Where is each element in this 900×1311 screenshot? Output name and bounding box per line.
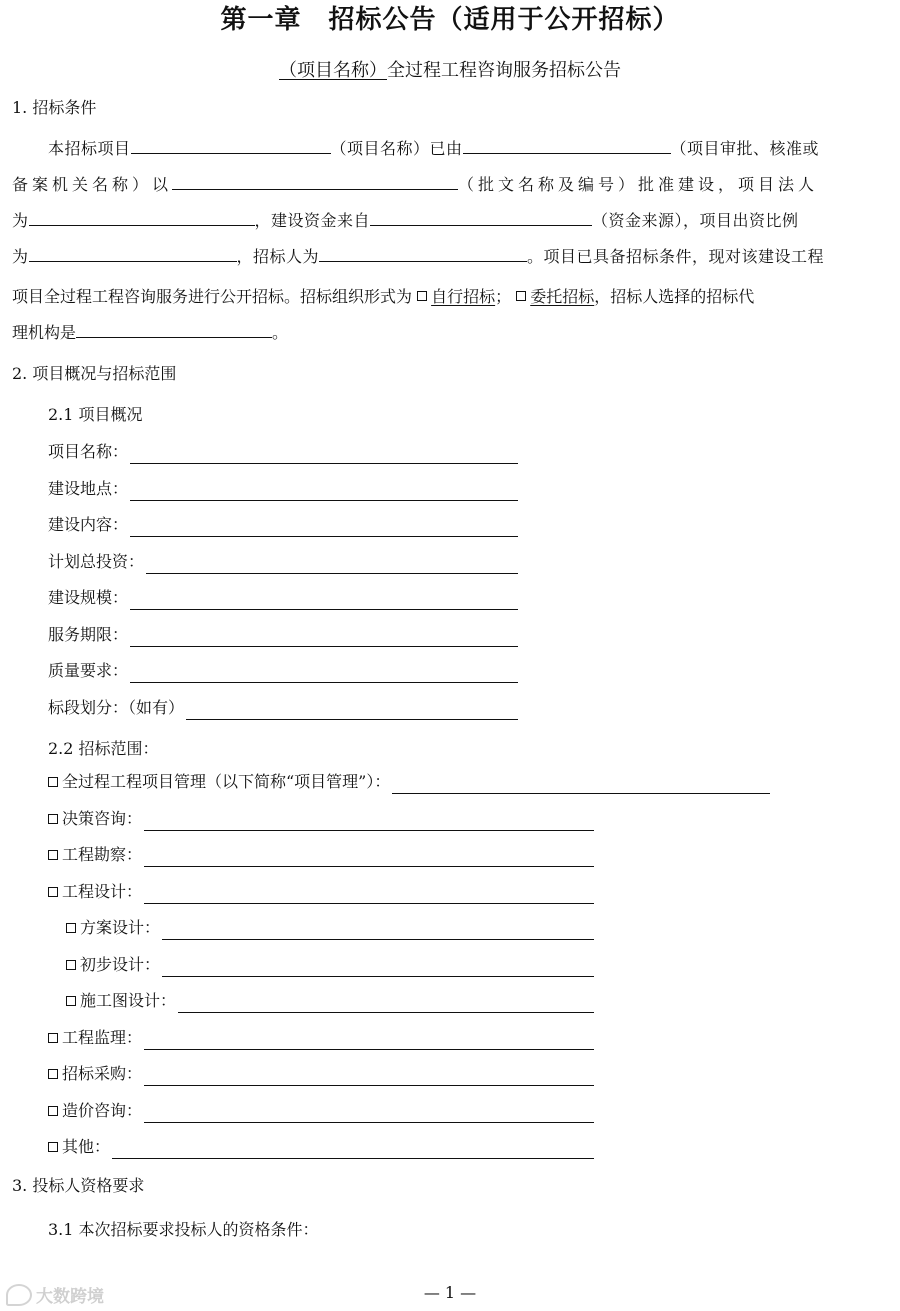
scope-checkbox[interactable] [48,850,58,860]
scope-item-label: 工程勘察： [62,845,143,864]
scope-item-blank[interactable] [144,885,594,904]
scope-item-label: 工程监理： [62,1027,143,1047]
scope-item [48,1135,594,1159]
agent-tender-checkbox[interactable] [516,291,526,301]
section3-heading: 3. 投标人资格要求 [12,1176,145,1195]
scope-checkbox[interactable] [48,1033,58,1043]
para-line-3: 为 ，建设资金来自 （资金来源），项目出资比例 [12,211,799,230]
scope-item [66,953,594,977]
scope-item-label: 方案设计： [80,918,161,937]
overview-field-label: 服务期限： [48,624,129,644]
overview-field-blank[interactable] [130,518,518,537]
scope-heading: 2.2 招标范围： [48,739,159,758]
notice-title-rest: 全过程工程咨询服务招标公告 [387,60,621,81]
overview-field-blank[interactable] [130,628,518,647]
para-line-2: 备案机关名称）以 （批文名称及编号）批准建设，项目法人 [12,175,819,194]
overview-field-label: 质量要求： [48,661,129,680]
watermark-text: 大数跨境 [36,1287,104,1307]
section1-heading: 1. 招标条件 [12,98,97,117]
scope-item-blank[interactable] [162,921,594,940]
scope-item [66,989,594,1013]
scope-item [66,916,594,940]
para-line-6: 理机构是 。 [12,323,289,342]
scope-item-blank[interactable] [144,1031,594,1050]
scope-item-label: 决策咨询： [62,808,143,828]
scope-item [48,1026,594,1050]
para-line-1: 本招标项目 （项目名称）已由 （项目审批、核准或 [48,139,820,158]
para-line-4: 为 ，招标人为 。项目已具备招标条件，现对该建设工程 [12,247,825,266]
overview-field-label: 标段划分：（如有） [48,697,185,717]
scope-item-blank[interactable] [144,848,594,867]
scope-item [48,1099,594,1123]
scope-item-blank[interactable] [144,812,594,831]
scope-item-blank[interactable] [392,775,770,794]
scope-item-label: 其他： [62,1137,111,1156]
blank-fund-ratio[interactable] [29,245,237,262]
scope-item-label: 造价咨询： [62,1100,143,1120]
blank-approval-doc[interactable] [172,173,458,190]
overview-field-blank[interactable] [130,482,518,501]
overview-field-row [48,477,518,501]
overview-field-label: 建设规模： [48,588,129,607]
overview-field-row [48,586,518,610]
overview-field-row [48,659,518,683]
overview-field-blank[interactable] [130,445,518,464]
scope-item-label: 初步设计： [80,954,161,974]
scope-checkbox[interactable] [66,960,76,970]
overview-field-blank[interactable] [130,664,518,683]
self-tender-checkbox[interactable] [417,291,427,301]
blank-tenderer[interactable] [319,245,527,262]
scope-item-blank[interactable] [112,1140,594,1159]
scope-checkbox[interactable] [66,923,76,933]
blank-agency[interactable] [76,321,272,338]
scope-item [48,880,594,904]
scope-item [48,1062,594,1086]
scope-checkbox[interactable] [48,777,58,787]
blank-legal-person[interactable] [29,209,255,226]
overview-field-row [48,550,518,574]
scope-item [48,770,770,794]
overview-field-row [48,696,518,720]
para-line-5: 项目全过程工程咨询服务进行公开招标。招标组织形式为 自行招标； 委托招标，招标人选择的招标代 [12,287,755,306]
scope-item [48,807,594,831]
scope-item-blank[interactable] [178,994,594,1013]
self-tender-label: 自行招标 [431,287,496,306]
scope-item-label: 施工图设计： [80,991,177,1010]
scope-item [48,843,594,867]
overview-field-row [48,513,518,537]
project-name-placeholder: （项目名称） [279,60,387,81]
overview-field-blank[interactable] [130,591,518,610]
scope-checkbox[interactable] [48,887,58,897]
overview-field-label: 建设地点： [48,478,129,498]
scope-checkbox[interactable] [48,814,58,824]
scope-item-label: 招标采购： [62,1064,143,1083]
scope-item-label: 工程设计： [62,881,143,901]
blank-approval-authority[interactable] [463,137,671,154]
notice-title [0,58,900,84]
overview-heading: 2.1 项目概况 [48,405,143,424]
scope-checkbox[interactable] [48,1106,58,1116]
blank-project-name[interactable] [131,137,331,154]
scope-checkbox[interactable] [66,996,76,1006]
overview-field-label: 建设内容： [48,515,129,534]
chapter-title: 第一章 招标公告（适用于公开招标） [220,5,680,35]
section2-heading: 2. 项目概况与招标范围 [12,364,177,383]
blank-fund-source[interactable] [370,209,592,226]
agent-tender-label: 委托招标 [530,287,595,306]
scope-checkbox[interactable] [48,1142,58,1152]
overview-field-row [48,623,518,647]
scope-checkbox[interactable] [48,1069,58,1079]
scope-item-label: 全过程工程项目管理（以下简称“项目管理”）： [62,772,391,791]
scope-item-blank[interactable] [144,1067,594,1086]
qualification-heading: 3.1 本次招标要求投标人的资格条件： [48,1220,319,1239]
page-number: — 1 — [423,1283,477,1302]
overview-field-row [48,440,518,464]
overview-field-blank[interactable] [146,555,518,574]
scope-item-blank[interactable] [162,958,594,977]
overview-field-label: 计划总投资： [48,551,145,571]
scope-item-blank[interactable] [144,1104,594,1123]
overview-field-blank[interactable] [186,701,518,720]
overview-field-label: 项目名称： [48,442,129,461]
